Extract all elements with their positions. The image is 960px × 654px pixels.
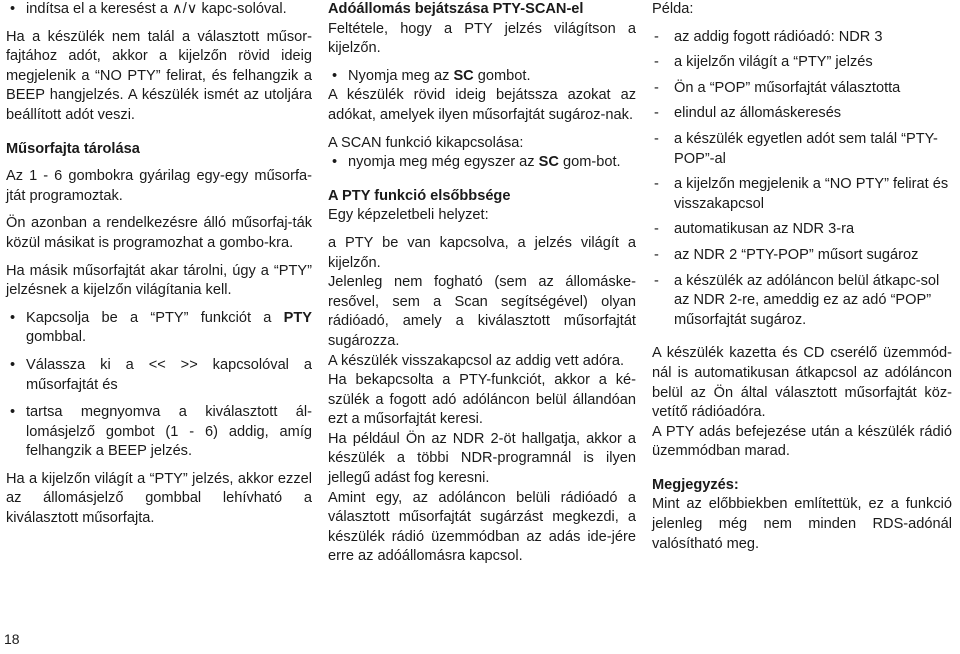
paragraph: Jelenleg nem fogható (sem az állomáske-resővel, sem a Scan segítségével) olyan rádióadó, amely a kiválasztott műsorfajtát sugározza. [328,274,636,349]
list-item: • tartsa megnyomva a kiválasztott ál-lomásjelző gombot (1 - 6) addig, amíg felhangzik a BEEP jelzés. [6,403,312,462]
list-item: - elindul az állomáskeresés [652,104,952,124]
paragraph: A készülék rövid ideig bejátssza azokat az adókat, amelyek ilyen műsorfajtát sugároz-nak. [328,87,636,123]
bullet-list [328,67,636,87]
dash-list-example [652,28,952,331]
paragraph: a PTY be van kapcsolva, a jelzés világít a kijelzőn. [328,234,636,271]
note-text: Mint az előbbiekben említettük, ez a funkció jelenleg még nem minden RDS-adónál valósítható meg. [652,496,952,552]
column-left [6,0,312,529]
section-heading-pty-priority: A PTY funkció elsőbbsége [328,187,511,204]
note-heading: Megjegyzés: [652,476,739,493]
list-item: - automatikusan az NDR 3-ra [652,220,952,240]
list-item: - az addig fogott rádióadó: NDR 3 [652,28,952,48]
section-heading-station-storage: Műsorfajta tárolása [6,140,140,157]
column-middle [328,0,636,567]
bullet-list [6,309,312,462]
paragraph: Amint egy, az adóláncon belüli rádióadó a választott műsorfajtát sugárzást megkezdi, a készülék rádió üzemmódban az adás ide-jére erre az adóállomásra kapcsol. [328,489,636,565]
paragraph: Ha másik műsorfajtát akar tárolni, úgy a “PTY” jelzésnek a kijelzőn világítania kell. [6,262,312,299]
list-item: • Kapcsolja be a “PTY” funkciót a PTY gombbal. [6,309,312,348]
list-item: • Nyomja meg az SC gombot. [328,67,636,87]
paragraph: Feltétele, hogy a PTY jelzés világítson a kijelzőn. [328,20,636,57]
page-number: 18 [4,631,20,647]
example-label: Példa: [652,1,694,17]
paragraph: Ha például Ön az NDR 2-öt hallgatja, akkor a készülék a többi NDR-programnál is ilyen jellegű adást fog keresni. [328,430,636,487]
paragraph: Ha a készülék nem talál a választott műsor-fajtához adót, akkor a kijelzőn rövid ideig megjelenik a “NO PTY” felirat, és felhangzik a BEEP hangjelzés. A készülék ismét az utoljára beállított adót veszi. [6,28,312,123]
paragraph: Ha a kijelzőn világít a “PTY” jelzés, akkor ezzel az állomásjelző gombbal lehívható a kiválasztott műsorfajta. [6,470,312,527]
list-item: - a kijelzőn világít a “PTY” jelzés [652,53,952,73]
list-item: • nyomja meg még egyszer az SC gom-bot. [328,153,636,173]
list-item: • Válassza ki a << >> kapcsolóval a műsorfajtát és [6,356,312,395]
section-heading-pty-scan: Adóállomás bejátszása PTY-SCAN-el [328,1,584,17]
paragraph: A PTY adás befejezése után a készülék rádió üzemmódban marad. [652,423,952,460]
paragraph: Egy képzeletbeli helyzet: [328,207,489,224]
paragraph: Az 1 - 6 gombokra gyárilag egy-egy műsorfa-jtát programoztak. [6,168,312,204]
list-item: - a kijelzőn megjelenik a “NO PTY” felirat és visszakapcsol [652,175,952,214]
paragraph: Ha bekapcsolta a PTY-funkciót, akkor a ké-szülék a fogott adó adóláncon belül állandóan ezt a műsorfajtát keresi. [328,372,636,428]
list-item: - az NDR 2 “PTY-POP” műsort sugároz [652,246,952,266]
paragraph: A készülék kazetta és CD cserélő üzemmód-nál is automatikusan átkapcsol az adóláncon belül az Ön által választott műsorfajtát köz-vetítő rádióadóra. [652,345,952,421]
list-item: - a készülék az adóláncon belül átkapc-sol az NDR 2-re, ameddig ez az adó “POP” műsorfajtát sugároz. [652,272,952,331]
column-right [652,0,952,554]
paragraph: Ön azonban a rendelkezésre álló műsorfaj-ták közül másikat is programozhat a gombo-kra. [6,215,312,251]
bullet-list-top [6,0,312,20]
list-item: - a készülék egyetlen adót sem talál “PTY-POP”-al [652,130,952,169]
list-item: - Ön a “POP” műsorfajtát választotta [652,79,952,99]
list-item: • indítsa el a keresést a ∧/∨ kapc-solóval. [6,0,312,20]
bullet-list [328,153,636,173]
paragraph: A készülék visszakapcsol az addig vett adóra. [328,352,625,369]
paragraph: A SCAN funkció kikapcsolása: [328,134,524,151]
